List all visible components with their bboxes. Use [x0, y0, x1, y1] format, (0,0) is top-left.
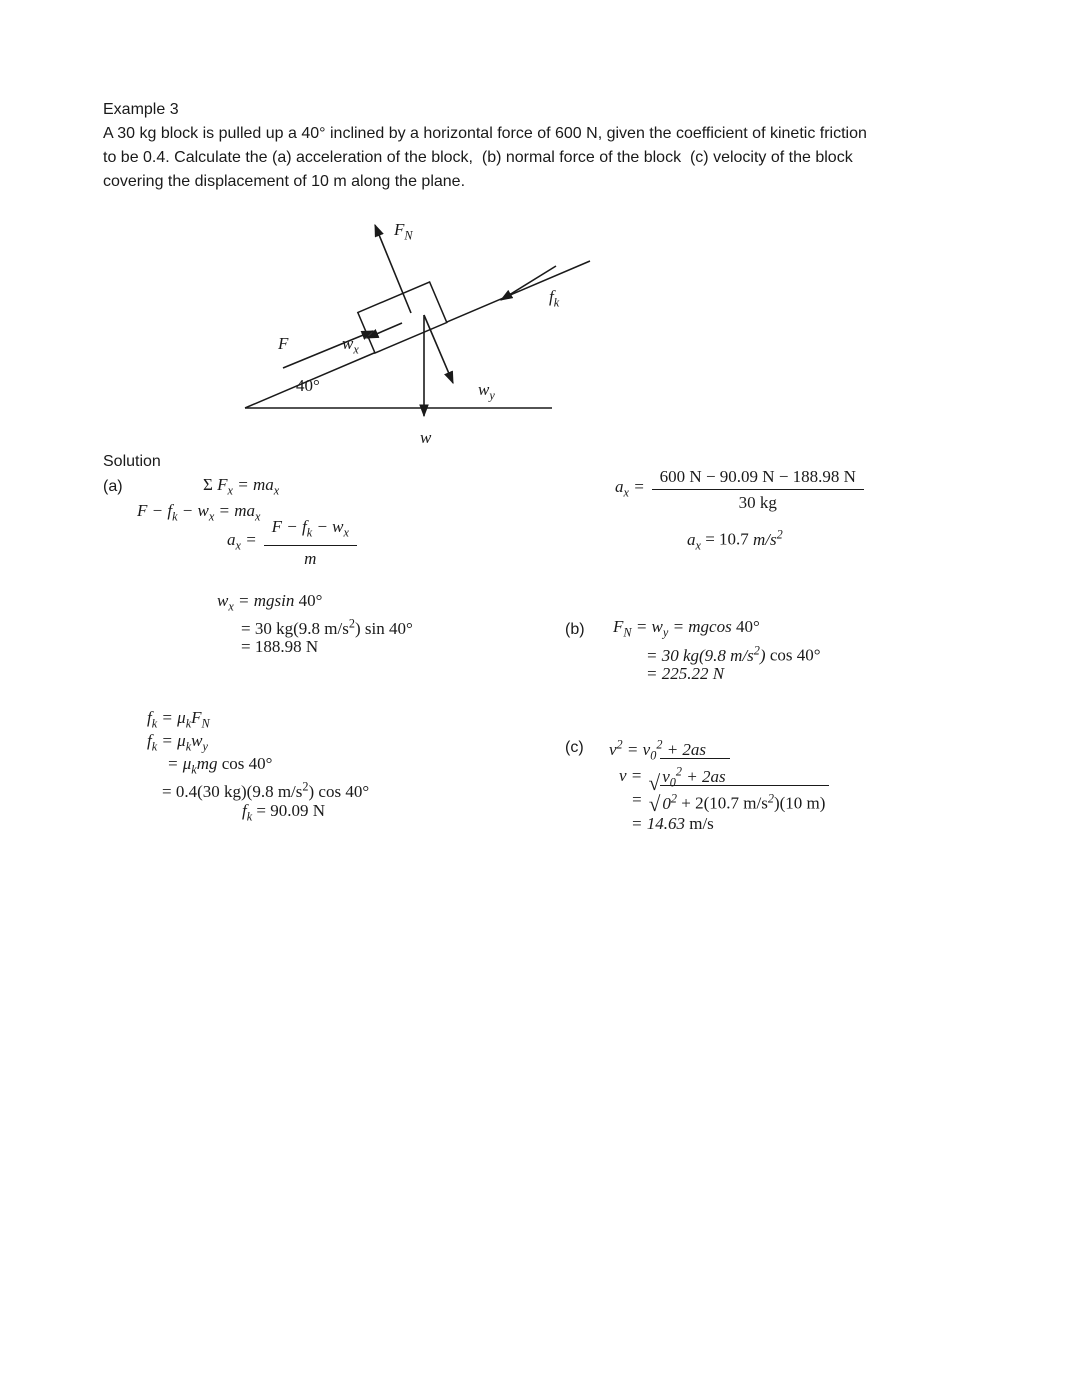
friction-force-label: $f_k$ — [549, 287, 560, 310]
eq-velocity-sub-lhs: = — [631, 789, 647, 809]
radicand: √ $0^2 + 2(10.7$ $m/s^2)(10$ m) — [660, 785, 829, 814]
eq-velocity-value: = 14.63 m/s — [631, 814, 714, 833]
weight-x-label: $w_x$ — [342, 334, 359, 357]
applied-force-arrow — [283, 331, 373, 368]
eq-ax-result-fraction — [615, 466, 864, 513]
example-title: Example 3 — [103, 101, 179, 118]
weight-y-label: $w_y$ — [478, 380, 495, 403]
eq-normal-force-value: = 225.22 N — [646, 664, 725, 683]
fraction — [264, 516, 357, 569]
eq-kinematics: $v^2 = v_0^2 + 2as$ — [609, 737, 707, 763]
eq-newton-x: $F - f_k - w_x = ma_x$ — [137, 501, 261, 524]
radicand: √ $v_0^2 + 2as$ — [660, 758, 729, 793]
eq-friction-1: $f_k = \mu_kF_N$ — [147, 708, 210, 731]
applied-force-label: F — [278, 334, 289, 353]
normal-force-label: $F_N$ — [394, 220, 413, 243]
eq-wx: $w_x = mgsin$ 40° — [217, 591, 323, 614]
fraction — [652, 466, 864, 513]
weight-label: w — [420, 428, 432, 447]
incline-angle-label: 40° — [296, 376, 320, 395]
eq-ax-fraction — [227, 516, 357, 569]
incline-diagram-canvas — [220, 203, 650, 458]
eq-ax-lhs: $a_x$ = — [227, 530, 257, 553]
eq-wx-substitution: = 30 kg(9.8 $m/s^2$) sin 40° — [241, 616, 413, 638]
eq-wx-value: = 188.98 N — [241, 637, 319, 656]
fraction-numerator: 600 N − 90.09 N − 188.98 N — [652, 466, 864, 490]
incline-diagram — [220, 203, 650, 458]
problem-line-3: covering the displacement of 10 m along the plane. — [103, 173, 466, 190]
eq-velocity-substitution-sqrt — [631, 785, 829, 814]
eq-friction-4: = 0.4(30 kg)(9.8 $m/s^2$) cos 40° — [162, 779, 370, 801]
problem-line-1: A 30 kg block is pulled up a 40° inclined by a horizontal force of 600 N, given the coefficient of kinetic friction — [103, 125, 867, 142]
part-c-label: (c) — [565, 739, 584, 756]
eq-friction-2: $f_k = \mu_kw_y$ — [147, 731, 208, 754]
solution-heading: Solution — [103, 453, 161, 470]
eq-sum-forces: Σ $F_x = ma_x$ — [203, 475, 280, 498]
friction-force-arrow — [501, 266, 556, 300]
eq-velocity-lhs: v = — [619, 766, 647, 786]
eq-ax-value: $a_x = 10.7$ $m/s^2$ — [687, 527, 783, 553]
part-a-label: (a) — [103, 478, 123, 495]
square-root — [649, 785, 830, 814]
fraction-denominator: m — [304, 549, 317, 569]
eq-normal-force-substitution: = 30 kg(9.8 $m/s^2$) cos 40° — [646, 643, 821, 665]
problem-line-2: to be 0.4. Calculate the (a) acceleration of the block, (b) normal force of the block (c) velocity of the block — [103, 149, 853, 166]
fraction-denominator: 30 kg — [738, 493, 777, 512]
eq-normal-force: $F_N = w_y = mgcos$ 40° — [613, 617, 760, 640]
part-b-label: (b) — [565, 621, 585, 638]
eq-ax-result-lhs: $a_x$ = — [615, 476, 645, 500]
eq-friction-3: = $\mu_kmg$ cos 40° — [167, 754, 273, 777]
fraction-numerator: $F - f_k - w_x$ — [264, 516, 357, 546]
eq-friction-value: $f_k = 90.09$ N — [242, 801, 326, 824]
